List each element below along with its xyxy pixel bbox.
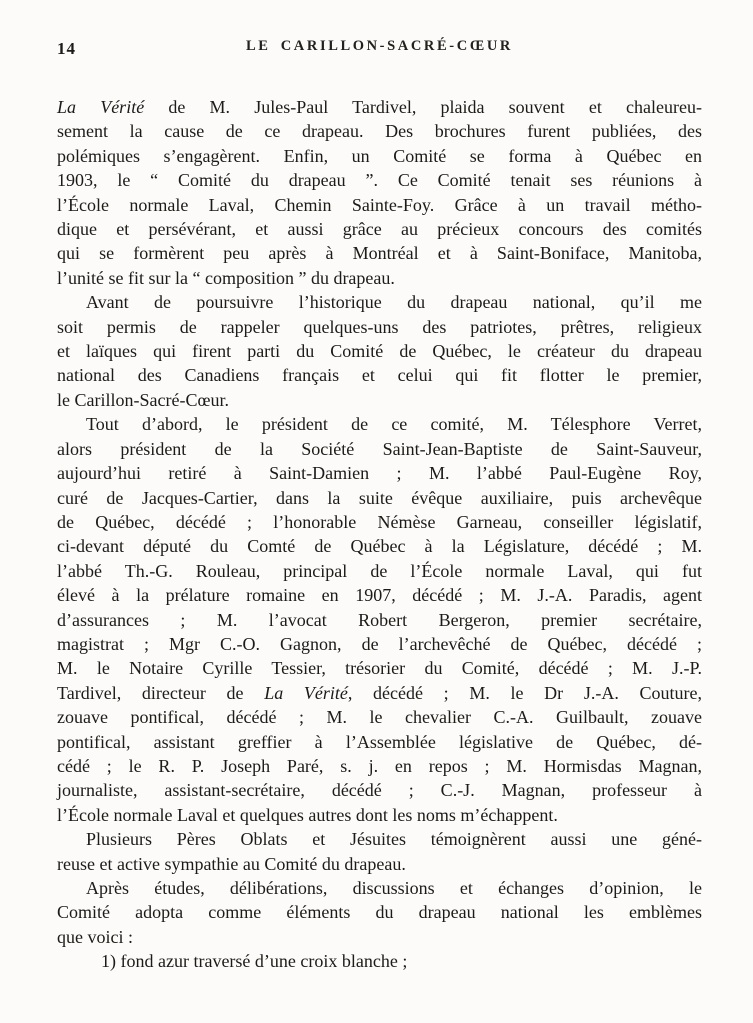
- paragraph: [57, 876, 702, 949]
- text-segment: national des Canadiens français et celui qui fit flotter le premier,: [57, 365, 702, 386]
- text-line: [57, 168, 702, 192]
- text-line: [57, 827, 702, 851]
- text-segment: Plusieurs Pères Oblats et Jésuites témoignèrent aussi une géné-: [86, 829, 702, 850]
- text-line: [57, 852, 702, 876]
- text-segment: le Carillon-Sacré-Cœur.: [57, 389, 229, 410]
- text-segment: d’assurances ; M. l’avocat Robert Bergeron, premier secrétaire,: [57, 609, 702, 630]
- text-line: [57, 656, 702, 680]
- text-line: [57, 461, 702, 485]
- text-line: [57, 510, 702, 534]
- text-line: [57, 925, 702, 949]
- text-line: [57, 363, 702, 387]
- text-segment: curé de Jacques-Cartier, dans la suite évêque auxiliaire, puis archevêque: [57, 487, 702, 508]
- text-line: [57, 217, 702, 241]
- list-item: [57, 949, 702, 973]
- text-line: [57, 534, 702, 558]
- text-segment: élevé à la prélature romaine en 1907, décédé ; M. J.-A. Paradis, agent: [57, 585, 702, 606]
- text-segment: ci-devant député du Comté de Québec à la Législature, décédé ; M.: [57, 536, 702, 557]
- text-segment: de Québec, décédé ; l’honorable Némèse Garneau, conseiller législatif,: [57, 511, 702, 532]
- text-segment: aujourd’hui retiré à Saint-Damien ; M. l’abbé Paul-Eugène Roy,: [57, 463, 702, 484]
- text-line: [57, 876, 702, 900]
- paragraph: [57, 827, 702, 876]
- text-segment: de M. Jules-Paul Tardivel, plaida souvent et chaleureu-: [144, 97, 702, 117]
- italic-text: La Vérité: [57, 97, 145, 117]
- text-segment: l’unité se fit sur la “ composition ” du drapeau.: [57, 267, 395, 288]
- text-line: [57, 559, 702, 583]
- text-line: [57, 632, 702, 656]
- text-segment: journaliste, assistant-secrétaire, décédé ; C.-J. Magnan, professeur à: [57, 780, 702, 801]
- text-line: [57, 339, 702, 363]
- text-segment: que voici :: [57, 926, 133, 947]
- text-line: [57, 583, 702, 607]
- text-segment: pontifical, assistant greffier à l’Assemblée législative de Québec, dé-: [57, 731, 702, 752]
- text-segment: M. le Notaire Cyrille Tessier, trésorier du Comité, décédé ; M. J.-P.: [57, 658, 702, 679]
- text-segment: l’École normale Laval et quelques autres dont les noms m’échappent.: [57, 804, 558, 825]
- text-segment: et laïques qui firent parti du Comité de Québec, le créateur du drapeau: [57, 341, 702, 362]
- italic-text: La Vérité: [264, 682, 348, 703]
- text-line: [57, 778, 702, 802]
- text-segment: Comité adopta comme éléments du drapeau national les emblèmes: [57, 902, 702, 923]
- text-segment: magistrat ; Mgr C.-O. Gagnon, de l’archevêché de Québec, décédé ;: [57, 633, 702, 654]
- running-title: LE CARILLON-SACRÉ-CŒUR: [245, 38, 514, 54]
- text-segment: Tardivel, directeur de: [57, 682, 265, 703]
- text-segment: alors président de la Société Saint-Jean-Baptiste de Saint-Sauveur,: [57, 438, 702, 459]
- text-segment: sement la cause de ce drapeau. Des brochures furent publiées, des: [57, 121, 702, 142]
- paragraph: [57, 412, 702, 827]
- text-segment: 1903, le “ Comité du drapeau ”. Ce Comité tenait ses réunions à: [57, 170, 702, 191]
- text-segment: dique et persévérant, et aussi grâce au précieux concours des comités: [57, 219, 702, 240]
- text-line: [57, 705, 702, 729]
- text-line: [57, 290, 702, 314]
- text-line: [57, 412, 702, 436]
- text-line: [57, 119, 702, 143]
- page-header: [57, 38, 702, 60]
- text-segment: 1) fond azur traversé d’une croix blanche ;: [101, 951, 408, 972]
- text-line: [57, 266, 702, 290]
- text-line: [57, 949, 702, 973]
- text-segment: cédé ; le R. P. Joseph Paré, s. j. en repos ; M. Hormisdas Magnan,: [57, 755, 702, 776]
- text-segment: reuse et active sympathie au Comité du drapeau.: [57, 853, 406, 874]
- text-line: [57, 144, 702, 168]
- page-number: 14: [57, 39, 76, 58]
- text-segment: l’abbé Th.-G. Rouleau, principal de l’École normale Laval, qui fut: [57, 560, 702, 581]
- text-line: [57, 388, 702, 412]
- text-segment: l’École normale Laval, Chemin Sainte-Foy. Grâce à un travail métho-: [57, 194, 702, 215]
- text-line: [57, 803, 702, 827]
- text-line: [57, 486, 702, 510]
- text-segment: Après études, délibérations, discussions et échanges d’opinion, le: [86, 878, 702, 898]
- text-line: [57, 315, 702, 339]
- text-line: [57, 193, 702, 217]
- text-line: [57, 681, 702, 705]
- text-segment: zouave pontifical, décédé ; M. le chevalier C.-A. Guilbault, zouave: [57, 707, 702, 728]
- text-line: [57, 437, 702, 461]
- text-segment: Avant de poursuivre l’historique du drapeau national, qu’il me: [86, 292, 702, 313]
- text-line: [57, 730, 702, 754]
- paragraph: [57, 290, 702, 412]
- text-line: [57, 900, 702, 924]
- text-segment: , décédé ; M. le Dr J.-A. Couture,: [347, 682, 702, 703]
- body-text: [57, 95, 702, 974]
- text-line: [57, 241, 702, 265]
- text-segment: soit permis de rappeler quelques-uns des patriotes, prêtres, religieux: [57, 316, 702, 337]
- text-line: [57, 95, 702, 119]
- text-line: [57, 754, 702, 778]
- paragraph: [57, 95, 702, 290]
- text-segment: polémiques s’engagèrent. Enfin, un Comité se forma à Québec en: [57, 145, 702, 166]
- text-segment: Tout d’abord, le président de ce comité, M. Télesphore Verret,: [86, 414, 702, 435]
- text-segment: qui se formèrent peu après à Montréal et à Saint-Boniface, Manitoba,: [57, 243, 702, 264]
- text-line: [57, 608, 702, 632]
